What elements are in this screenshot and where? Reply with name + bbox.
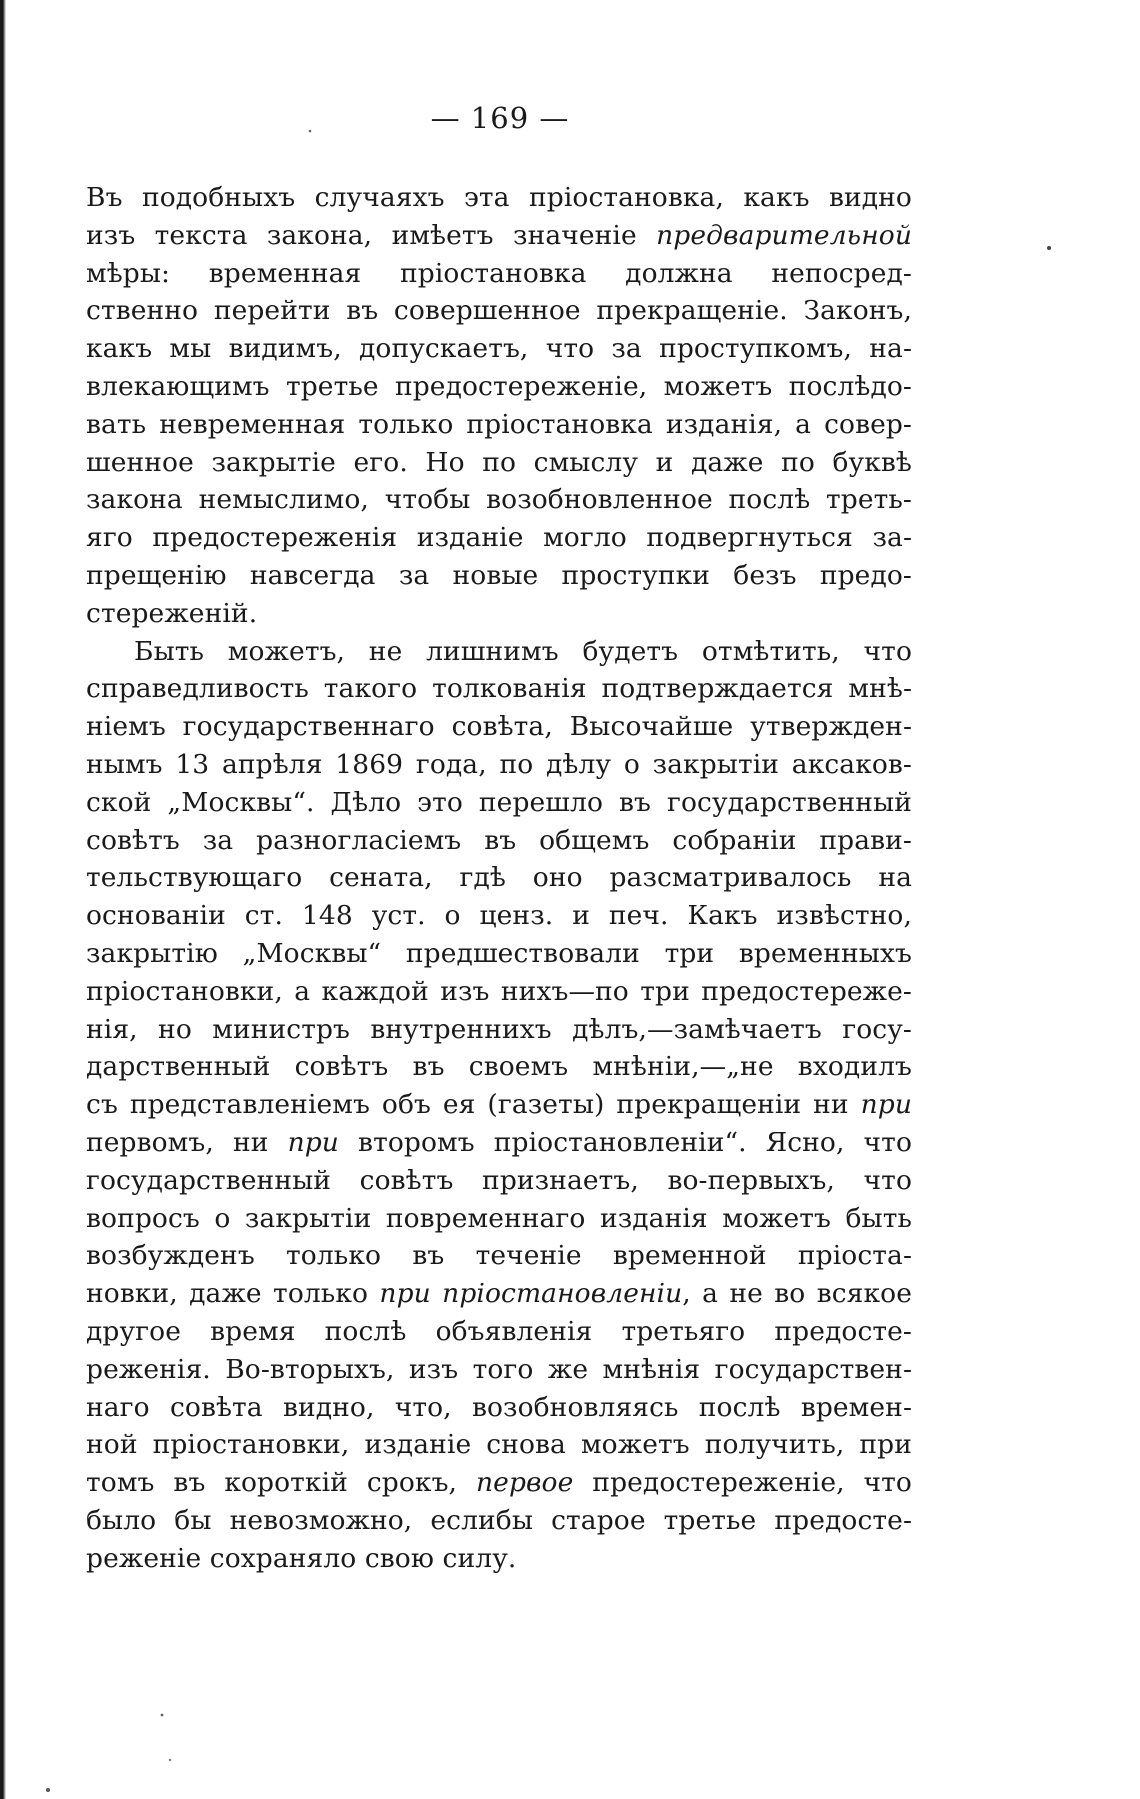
line-fragment: предостереженіе, что	[573, 1467, 912, 1499]
text-line: шенное закрытіе его. Но по смыслу и даже по буквѣ	[86, 446, 912, 478]
paragraph-2	[86, 633, 912, 1578]
line-fragment: томъ въ короткій срокъ,	[86, 1467, 476, 1499]
line-fragment: , а не во всякое	[682, 1278, 912, 1310]
text-line: Быть можетъ, не лишнимъ будетъ отмѣтить, что	[134, 635, 912, 667]
line-fragment: изъ текста закона, имѣетъ значеніе	[86, 219, 657, 251]
text-line: мѣры: временная пріостановка должна непосред-	[86, 257, 912, 289]
text-line: совѣтъ за разногласіемъ въ общемъ собраніи прави-	[86, 824, 912, 856]
italic-phrase: при пріостановленіи	[379, 1278, 683, 1310]
text-line: было бы невозможно, еслибы старое третье предосте-	[86, 1504, 912, 1536]
line-fragment: второмъ пріостановленіи“. Ясно, что	[338, 1126, 912, 1158]
italic-word: первое	[476, 1467, 574, 1499]
paper-speck	[1047, 246, 1051, 250]
text-line: тельствующаго сената, гдѣ оно разсматривалось на	[86, 862, 912, 894]
page-number: — 169 —	[430, 101, 570, 135]
text-line: вопросъ о закрытіи повременнаго изданія можетъ быть	[86, 1202, 912, 1234]
text-line: какъ мы видимъ, допускаетъ, что за проступкомъ, на-	[86, 333, 912, 365]
text-line: справедливость такого толкованія подтверждается мнѣ-	[86, 673, 912, 705]
text-line: государственный совѣтъ признаетъ, во-первыхъ, что	[86, 1164, 912, 1196]
text-line: возбужденъ только въ теченіе временной пріоста-	[86, 1240, 912, 1272]
text-line: яго предостереженія изданіе могло подвергнуться за-	[86, 522, 912, 554]
text-line: закрытію „Москвы“ предшествовали три временныхъ	[86, 937, 912, 969]
paragraph-1	[86, 179, 912, 633]
italic-word: предварительной	[656, 219, 912, 251]
paper-speck	[169, 1759, 171, 1761]
text-line: закона немыслимо, чтобы возобновленное послѣ треть-	[86, 484, 912, 516]
text-line: дарственный совѣтъ въ своемъ мнѣніи,—„не входилъ	[86, 1051, 912, 1083]
text-line: нія, но министръ внутреннихъ дѣлъ,—замѣчаетъ госу-	[86, 1013, 912, 1045]
text-line: пріостановки, а каждой изъ нихъ—по три предостереже-	[86, 975, 912, 1007]
line-fragment: новки, даже только	[86, 1278, 380, 1310]
text-line: Въ подобныхъ случаяхъ эта пріостановка, какъ видно	[86, 182, 912, 213]
text-line: реженіе сохраняло свою силу.	[86, 1542, 517, 1574]
text-line: основаніи ст. 148 уст. о ценз. и печ. Какъ извѣстно,	[86, 900, 912, 932]
text-line: реженія. Во-вторыхъ, изъ того же мнѣнія государствен-	[86, 1353, 912, 1385]
paper-speck	[161, 1714, 164, 1717]
italic-word: при	[287, 1126, 339, 1158]
italic-word: при	[860, 1089, 912, 1121]
text-line	[86, 1086, 912, 1124]
text-line: прещенію навсегда за новые проступки безъ предо-	[86, 559, 912, 591]
text-line: вать невременная только пріостановка изданія, а совер-	[86, 408, 912, 440]
text-line: ніемъ государственнаго совѣта, Высочайше утвержден-	[86, 711, 912, 743]
text-line: влекающимъ третье предостереженіе, можетъ послѣдо-	[86, 370, 912, 402]
body-text	[86, 179, 912, 1577]
text-line: ской „Москвы“. Дѣло это перешло въ государственный	[86, 786, 912, 818]
line-fragment: первомъ, ни	[86, 1126, 288, 1158]
text-line	[86, 1275, 912, 1313]
text-line: наго совѣта видно, что, возобновляясь послѣ времен-	[86, 1391, 912, 1423]
text-line	[86, 1124, 912, 1162]
text-line: нымъ 13 апрѣля 1869 года, по дѣлу о закрытіи аксаков-	[86, 748, 912, 780]
line-fragment: съ представленіемъ объ ея (газеты) прекращеніи ни	[86, 1089, 861, 1121]
text-line: другое время послѣ объявленія третьяго предосте-	[86, 1315, 912, 1347]
text-line	[86, 217, 912, 255]
text-line: стереженій.	[86, 597, 258, 629]
text-line: ной пріостановки, изданіе снова можетъ получить, при	[86, 1429, 912, 1461]
text-line: ственно перейти въ совершенное прекращеніе. Законъ,	[86, 295, 912, 327]
paper-speck	[46, 1788, 50, 1792]
text-line	[86, 1464, 912, 1502]
